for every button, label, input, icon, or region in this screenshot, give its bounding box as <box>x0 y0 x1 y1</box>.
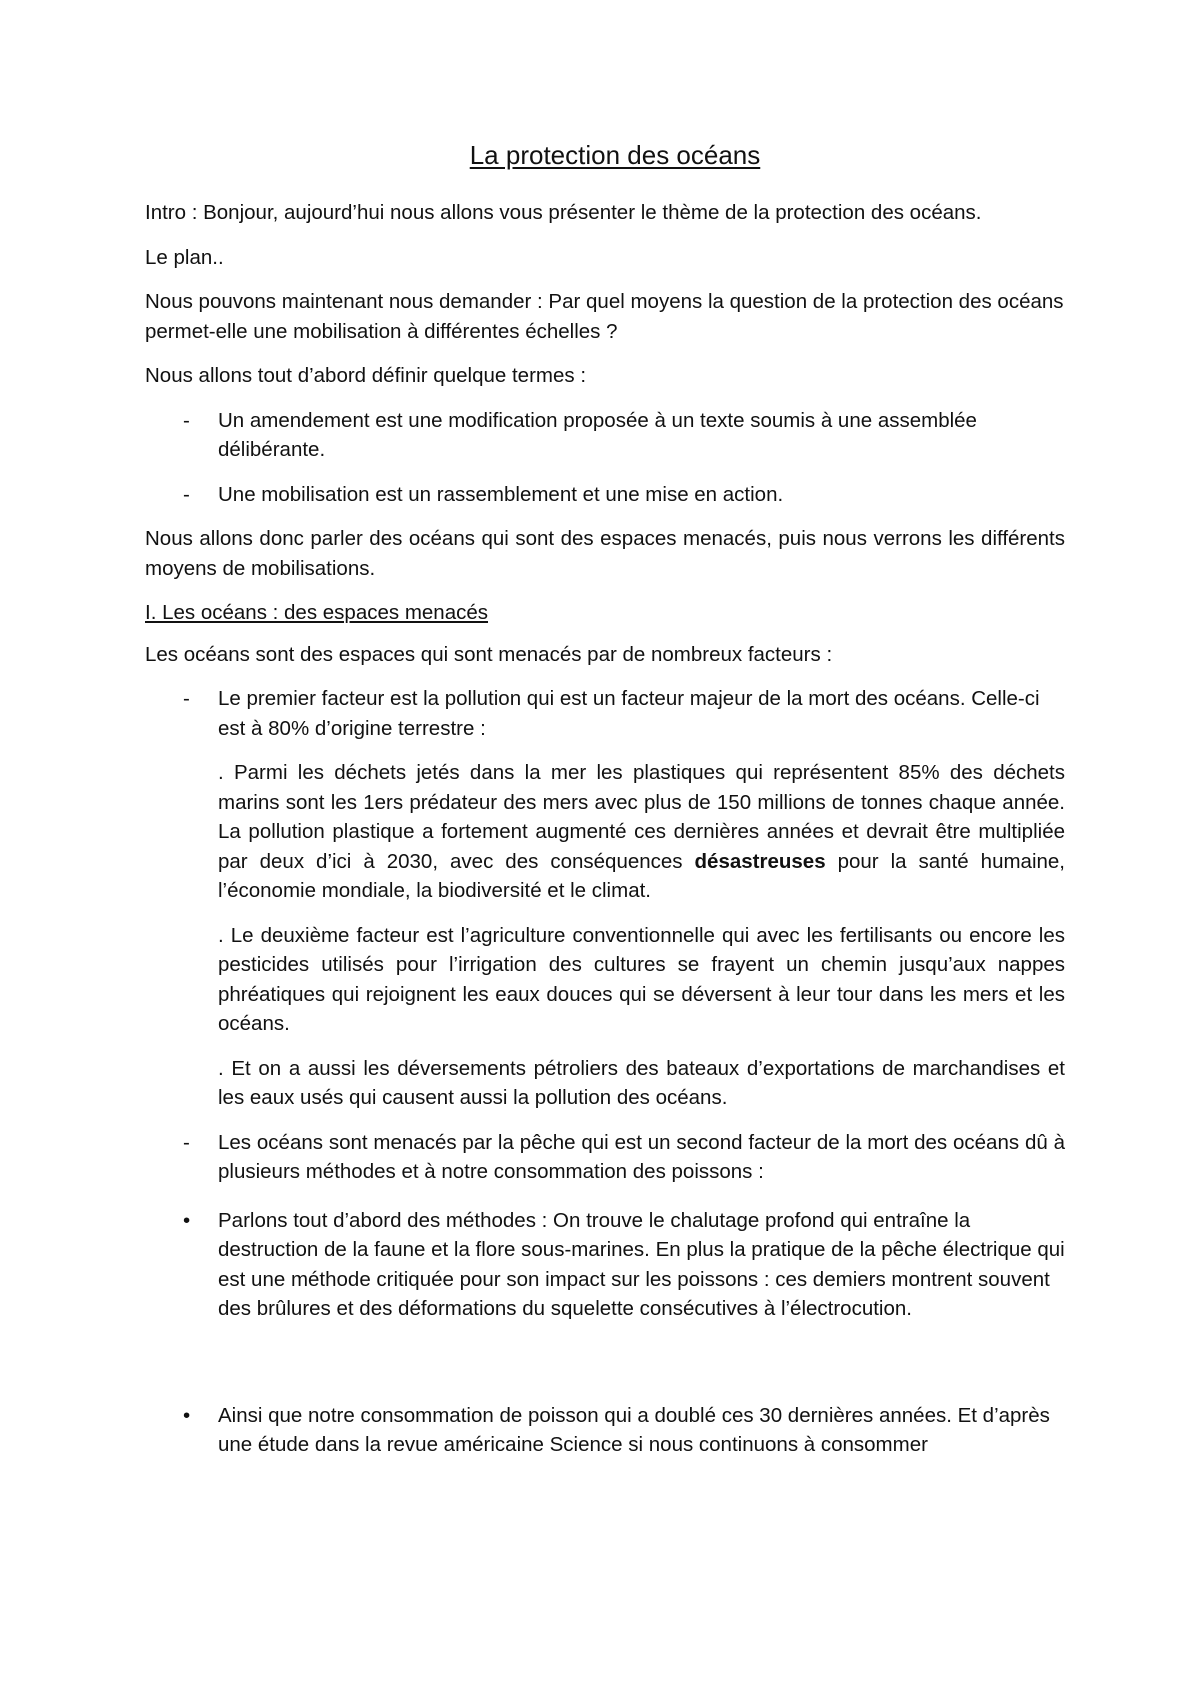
section-intro: Les océans sont des espaces qui sont menacés par de nombreux facteurs : <box>145 642 833 666</box>
factor-text: Le premier facteur est la pollution qui est un facteur majeur de la mort des océans. Celle-ci est à 80% d’origine terrestre : <box>218 687 1040 740</box>
section-heading: I. Les océans : des espaces menacés <box>145 601 489 624</box>
sub-paragraph-text: . Parmi les déchets jetés dans la mer les plastiques qui représentent 85% des déchets marins sont les 1ers prédateur des mers avec plus de 150 millions de tonnes chaque année. La pollution plastique a fortement augmenté ces dernières années et devrait être multipliée par deux d’ici à 2030, avec des conséquences <box>218 761 1065 873</box>
definition-item <box>145 406 1065 465</box>
bullet-item <box>145 1206 1065 1324</box>
bullet-item <box>145 1401 1065 1460</box>
factor-text: Les océans sont menacés par la pêche qui est un second facteur de la mort des océans dû à plusieurs méthodes et à notre consommation des poissons : <box>218 1130 1065 1183</box>
announce-paragraph: Nous allons donc parler des océans qui sont des espaces menacés, puis nous verrons les différents moyens de mobilisations. <box>145 527 1065 580</box>
question-paragraph: Nous pouvons maintenant nous demander : Par quel moyens la question de la protection des océans permet-elle une mobilisation à différentes échelles ? <box>145 290 1064 343</box>
dash-marker: - <box>183 408 190 432</box>
plan-paragraph: Le plan.. <box>145 245 224 269</box>
document-title: La protection des océans <box>469 140 761 170</box>
bullet-marker: • <box>183 1403 191 1427</box>
definition-text: Un amendement est une modification proposée à un texte soumis à une assemblée délibérante. <box>218 408 977 461</box>
definition-text: Une mobilisation est un rassemblement et une mise en action. <box>218 482 784 506</box>
sub-paragraph-plastics <box>145 758 1065 906</box>
dash-marker: - <box>183 482 190 506</box>
bullet-text: Parlons tout d’abord des méthodes : On trouve le chalutage profond qui entraîne la destruction de la faune et la flore sous-marines. En plus la pratique de la pêche électrique qui est une méthode critiquée pour son impact sur les poissons : ces demiers montrent souvent des brûlures et des déformations du squelette consécutives à l’électrocution. <box>218 1208 1065 1320</box>
bold-word: désastreuses <box>694 849 826 873</box>
dash-marker: - <box>183 687 190 710</box>
document-page <box>145 138 1065 1475</box>
bullet-marker: • <box>183 1208 191 1232</box>
factor-item <box>145 1128 1065 1187</box>
intro-paragraph: Intro : Bonjour, aujourd’hui nous allons vous présenter le thème de la protection des océans. <box>145 201 982 224</box>
sub-paragraph-text: pour la santé humaine, l’économie mondiale, la biodiversité et le climat. <box>218 849 1065 902</box>
sub-paragraph-oil: . Et on a aussi les déversements pétroliers des bateaux d’exportations de marchandises et les eaux usés qui causent aussi la pollution des océans. <box>218 1056 1065 1109</box>
definition-item <box>145 480 1065 510</box>
bullet-text: Ainsi que notre consommation de poisson qui a doublé ces 30 dernières années. Et d’après une étude dans la revue américaine Science si nous continuons à consommer <box>218 1403 1050 1456</box>
definitions-intro: Nous allons tout d’abord définir quelque termes : <box>145 364 587 387</box>
dash-marker: - <box>183 1130 190 1154</box>
factor-item <box>145 684 1065 743</box>
sub-paragraph-agriculture: . Le deuxième facteur est l’agriculture conventionnelle qui avec les fertilisants ou encore les pesticides utilisés pour l’irrigation des cultures se frayent un chemin jusqu’aux nappes phréatiques qui rejoignent les eaux douces qui se déversent à leur tour dans les mers et les océans. <box>218 923 1065 1035</box>
